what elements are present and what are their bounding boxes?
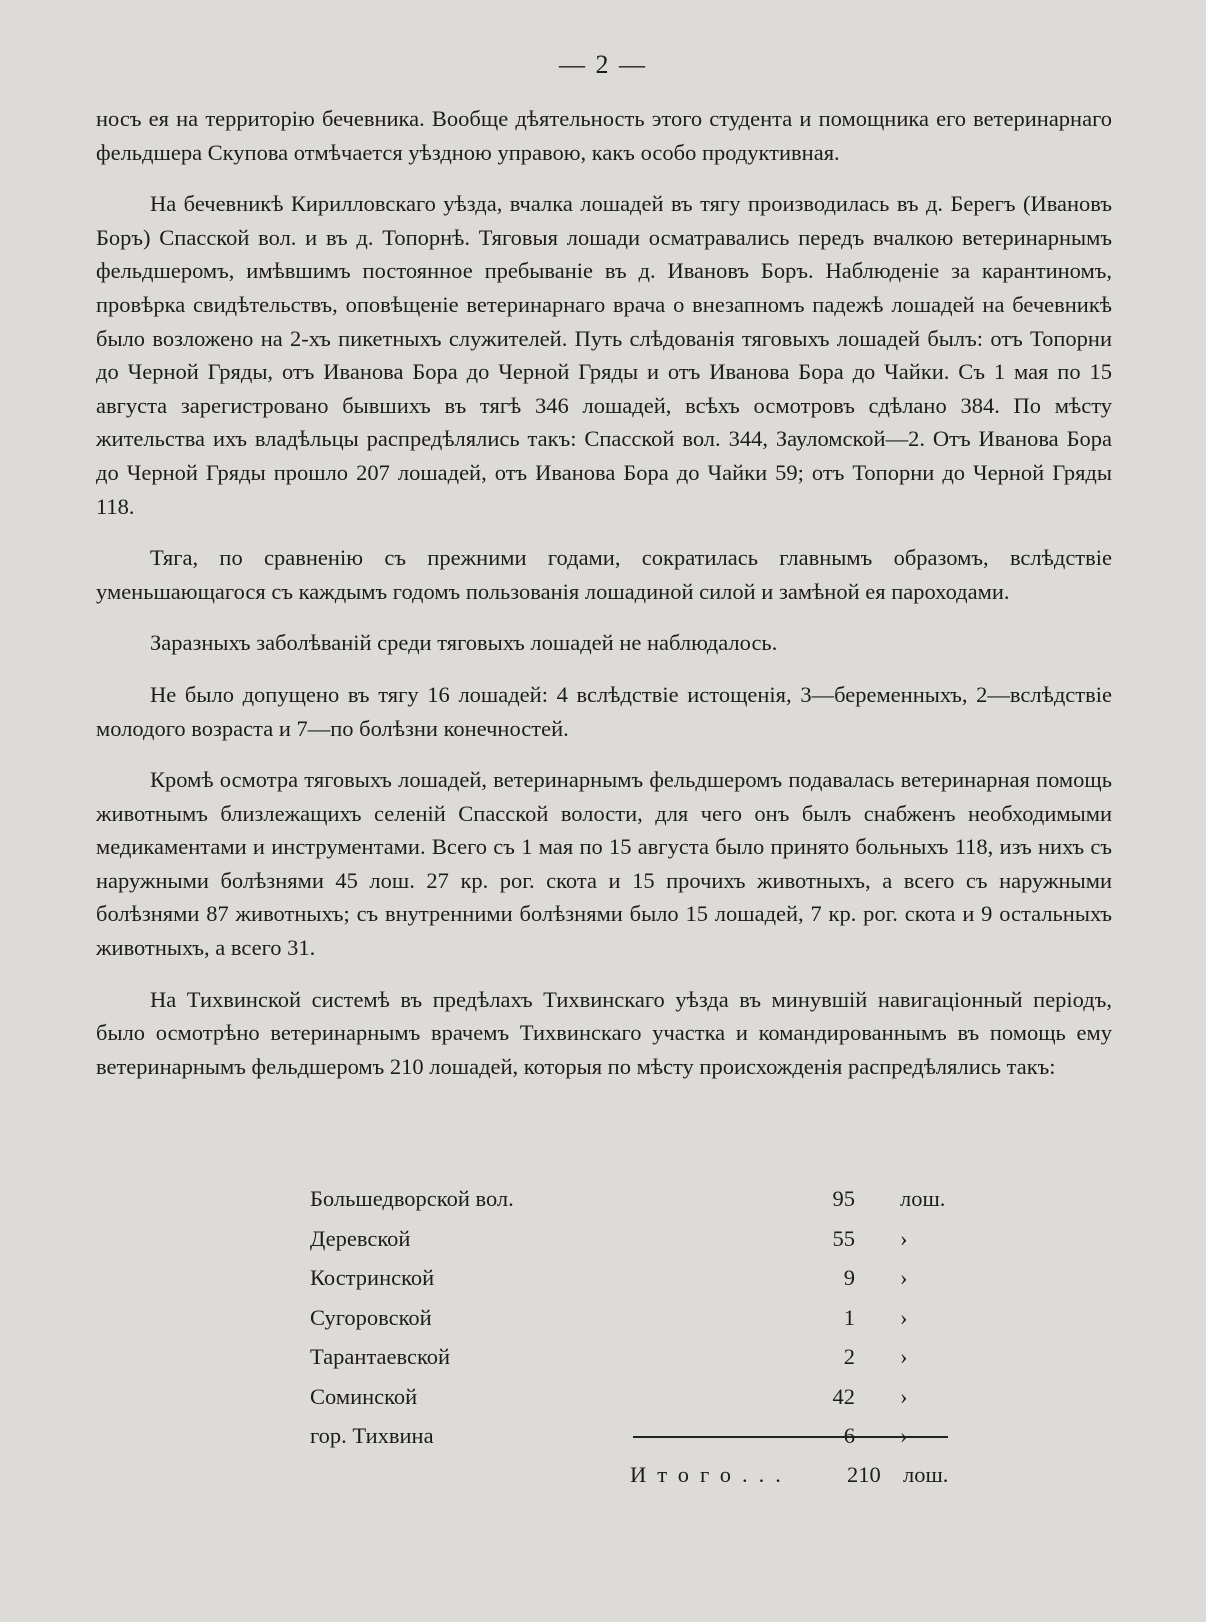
row-label: Тарантаевской bbox=[310, 1344, 456, 1370]
table-row bbox=[310, 1384, 950, 1424]
row-unit: › bbox=[900, 1344, 908, 1369]
row-label: Костринской bbox=[310, 1265, 440, 1291]
row-unit: › bbox=[900, 1265, 908, 1290]
row-unit: › bbox=[900, 1383, 908, 1409]
paragraph: Кромѣ осмотра тяговыхъ лошадей, ветеринарнымъ фельдшеромъ подавалась ветеринарная помощь животнымъ близлежащихъ селеній Спасской волости, для чего онъ былъ снабженъ необходимыми медикаментами и инструментами. Всего съ 1 мая по 15 августа было принято больныхъ 118, изъ нихъ съ наружными болѣзнями 45 лош. 27 кр. рог. скота и 15 прочихъ животныхъ, а всего съ наружными болѣзнями 87 животныхъ; съ внутренними болѣзнями было 15 лошадей, 7 кр. рог. скота и 9 остальныхъ животныхъ, а всего 31. bbox=[96, 767, 1112, 961]
row-label: Сугоровской bbox=[310, 1305, 438, 1331]
paragraph: Не было допущено въ тягу 16 лошадей: 4 вслѣдствіе истощенія, 3—беременныхъ, 2—вслѣдствіе молодого возраста и 7—по болѣзни конечностей. bbox=[96, 681, 1112, 741]
row-label: гор. Тихвина bbox=[310, 1423, 440, 1449]
row-unit: › bbox=[900, 1304, 908, 1330]
paragraph: носъ ея на территорію бечевника. Вообще дѣятельность этого студента и помощника его ветеринарнаго фельдшера Скупова отмѣчается уѣздною управою, какъ особо продуктивная. bbox=[96, 106, 1112, 165]
row-value: 9 bbox=[795, 1265, 855, 1291]
row-label: Деревской bbox=[310, 1226, 416, 1252]
row-value: 1 bbox=[795, 1305, 855, 1331]
row-unit: лош. bbox=[900, 1186, 946, 1211]
horse-distribution-table bbox=[310, 1186, 950, 1463]
total-rule bbox=[633, 1436, 948, 1438]
row-value: 95 bbox=[795, 1186, 855, 1212]
page-number: — 2 — bbox=[559, 50, 647, 79]
table-row bbox=[310, 1226, 950, 1266]
table-row bbox=[310, 1423, 950, 1463]
body-text bbox=[96, 102, 1112, 1101]
total-row bbox=[630, 1462, 949, 1488]
row-value: 6 bbox=[795, 1423, 855, 1449]
table-row bbox=[310, 1305, 950, 1345]
paragraph: Заразныхъ заболѣваній среди тяговыхъ лошадей не наблюдалось. bbox=[150, 630, 778, 656]
row-label: Соминской bbox=[310, 1384, 423, 1410]
table-row bbox=[310, 1186, 950, 1226]
row-label: Большедворской вол. bbox=[310, 1186, 520, 1212]
row-value: 2 bbox=[795, 1344, 855, 1370]
table-row bbox=[310, 1344, 950, 1384]
total-value: 210 bbox=[847, 1462, 881, 1487]
paragraph: На Тихвинской системѣ въ предѣлахъ Тихвинскаго уѣзда въ минувшій навигаціонный періодъ, было осмотрѣно ветеринарнымъ врачемъ Тихвинскаго участка и командированнымъ въ помощь ему ветеринарнымъ фельдшеромъ 210 лошадей, которыя по мѣсту происхожденія распредѣлялись такъ: bbox=[96, 986, 1112, 1079]
row-unit: › bbox=[900, 1225, 908, 1251]
row-value: 55 bbox=[795, 1226, 855, 1252]
paragraph: На бечевникѣ Кирилловскаго уѣзда, вчалка лошадей въ тягу производилась въ д. Берегъ (Ивановъ Боръ) Спасской вол. и въ д. Топорнѣ. Тяговыя лошади осматравались передъ вчалкою ветеринарнымъ фельдшеромъ, имѣвшимъ постоянное пребываніе въ д. Ивановъ Боръ. Наблюденіе за карантиномъ, провѣрка свидѣтельствъ, оповѣщеніе ветеринарнаго врача о внезапномъ падежѣ лошадей на бечевникѣ было возложено на 2-хъ пикетныхъ служителей. Путь слѣдованія тяговыхъ лошадей былъ: отъ Топорни до Черной Гряды, отъ Иванова Бора до Черной Гряды и отъ Иванова Бора до Чайки. Съ 1 мая по 15 августа зарегистровано бывшихъ въ тягѣ 346 лошадей, всѣхъ осмотровъ сдѣлано 384. По мѣсту жительства ихъ владѣльцы распредѣлялись такъ: Спасской вол. 344, Зауломской—2. Отъ Иванова Бора до Черной Гряды прошло 207 лошадей, отъ Иванова Бора до Чайки 59; отъ Топорни до Черной Гряды 118. bbox=[96, 191, 1112, 519]
total-unit: лош. bbox=[903, 1462, 949, 1487]
row-value: 42 bbox=[795, 1384, 855, 1410]
total-label: Итого... bbox=[630, 1462, 792, 1487]
table-row bbox=[310, 1265, 950, 1305]
row-unit: › bbox=[900, 1423, 908, 1448]
paragraph: Тяга, по сравненію съ прежними годами, сократилась главнымъ образомъ, вслѣдствіе уменьшающагося съ каждымъ годомъ пользованія лошадиной силой и замѣной ея пароходами. bbox=[96, 545, 1112, 604]
